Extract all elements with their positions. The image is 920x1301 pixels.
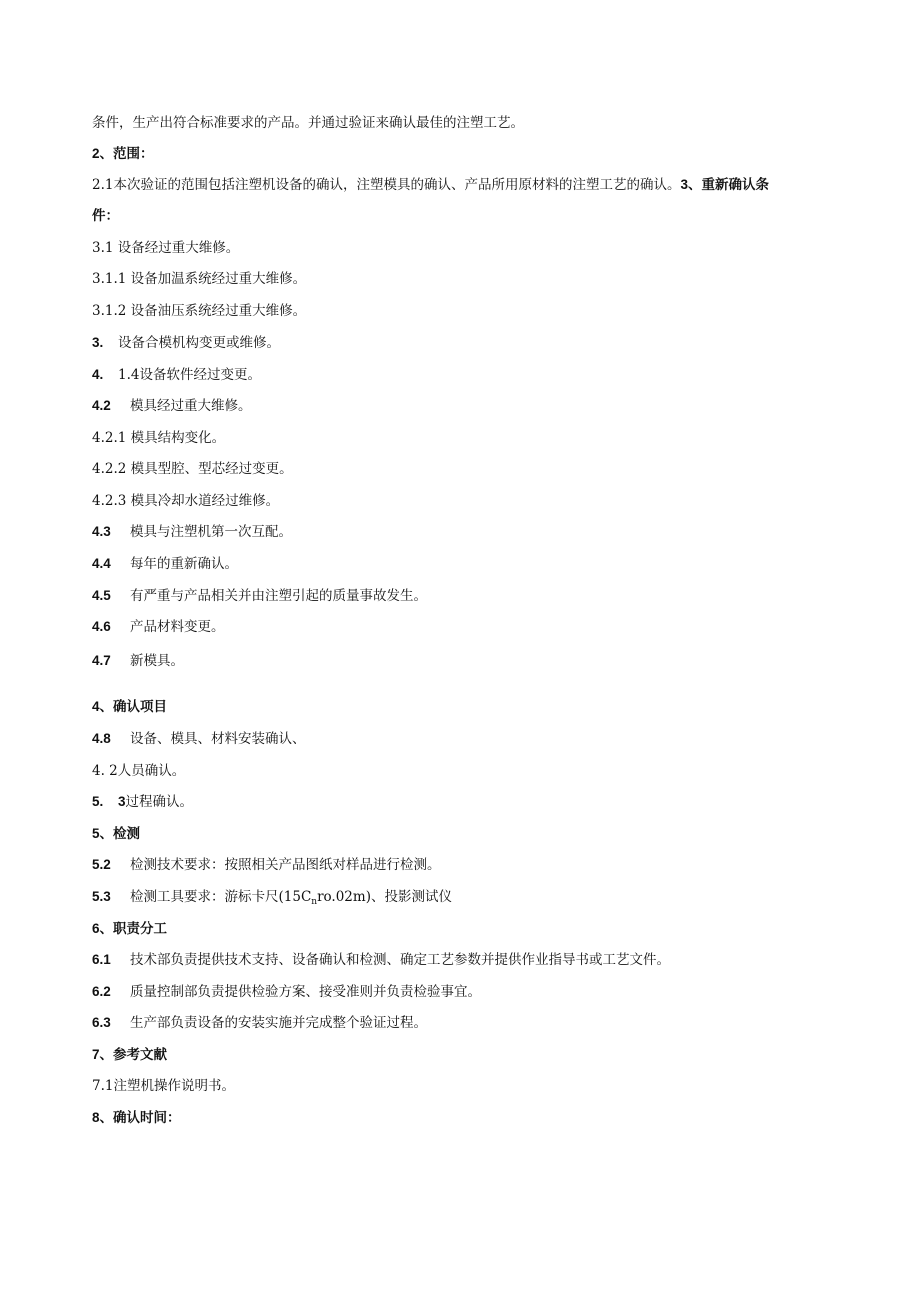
- item-4-3: [92, 523, 860, 541]
- item-6-2-text: 质量控制部负责提供检验方案、接受准则并负责检验事宜。: [130, 984, 481, 1000]
- item-5: [92, 793, 860, 811]
- item-5-3-subscript: n: [311, 897, 318, 907]
- item-4-2-number: 4.2: [92, 398, 111, 413]
- item-4-5-number: 4.5: [92, 588, 111, 603]
- item-4-number: 4.: [92, 367, 104, 382]
- item-5-2-number: 5.2: [92, 857, 111, 872]
- item-4-7-text: 新模具。: [130, 653, 184, 669]
- item-3-text: 设备合模机构变更或维修。: [118, 335, 280, 351]
- item-5-2: [92, 856, 860, 874]
- item-4-2: [92, 397, 860, 415]
- section-6-heading: 6、职责分工: [92, 921, 168, 936]
- item-5-text: 过程确认。: [125, 794, 194, 810]
- item-6-1-number: 6.1: [92, 952, 111, 967]
- item-4-7: [92, 652, 860, 670]
- item-5-bold-digit: 3: [118, 794, 126, 809]
- item-4-8-number: 4.8: [92, 731, 111, 746]
- section-2-heading: 2、范围：: [92, 146, 154, 161]
- section-5-heading: 5、检测: [92, 826, 141, 841]
- item-4-8: [92, 730, 860, 748]
- item-5-number: 5.: [92, 794, 104, 809]
- item-4-6-text: 产品材料变更。: [130, 619, 225, 635]
- item-3-1: 3.1 设备经过重大维修。: [92, 240, 240, 256]
- item-6-2: [92, 983, 860, 1001]
- item-3-1-1: 3.1.1 设备加温系统经过重大维修。: [92, 271, 307, 287]
- item-5-3-text-b: ro.02m)、投影测试仪: [317, 889, 452, 905]
- item-4-6: [92, 618, 860, 636]
- item-5-3-text-a: 检测工具要求：游标卡尺(15C: [130, 889, 312, 905]
- item-4-5-text: 有严重与产品相关并由注塑引起的质量事故发生。: [130, 588, 427, 604]
- section-4-heading: 4、确认项目: [92, 699, 168, 714]
- item-6-3: [92, 1014, 860, 1032]
- item-4-6-number: 4.6: [92, 619, 111, 634]
- item-4: [92, 366, 860, 384]
- item-6-3-text: 生产部负责设备的安装实施并完成整个验证过程。: [130, 1015, 427, 1031]
- scope-2-1-text: 2.1本次验证的范围包括注塑机设备的确认，注塑模具的确认、产品所用原材料的注塑工艺的确认。: [92, 177, 681, 193]
- item-6-3-number: 6.3: [92, 1015, 111, 1030]
- section-3-heading-part-a: 3、重新确认条: [680, 177, 769, 192]
- item-6-1: [92, 951, 860, 969]
- item-4-4-number: 4.4: [92, 556, 111, 571]
- item-7-1: 7.1注塑机操作说明书。: [92, 1078, 235, 1094]
- item-4-5: [92, 587, 860, 605]
- item-4-2-3: 4.2.3 模具冷却水道经过维修。: [92, 493, 280, 509]
- intro-paragraph: 条件，生产出符合标准要求的产品。并通过验证来确认最佳的注塑工艺。: [92, 115, 524, 131]
- item-4-4: [92, 555, 860, 573]
- item-3-1-2: 3.1.2 设备油压系统经过重大维修。: [92, 303, 307, 319]
- item-5-3-number: 5.3: [92, 889, 111, 904]
- item-4-2-2: 4.2.2 模具型腔、型芯经过变更。: [92, 461, 293, 477]
- item-4-text: 1.4设备软件经过变更。: [118, 367, 261, 383]
- section-3-heading-part-b: 件：: [92, 208, 119, 223]
- item-4-dot-2: 4. 2人员确认。: [92, 763, 186, 779]
- scope-2-1-line: [92, 176, 860, 194]
- item-6-2-number: 6.2: [92, 984, 111, 999]
- item-3-number: 3.: [92, 335, 104, 350]
- section-8-heading: 8、确认时间：: [92, 1110, 181, 1125]
- item-4-2-text: 模具经过重大维修。: [130, 398, 252, 414]
- section-7-heading: 7、参考文献: [92, 1047, 168, 1062]
- item-4-4-text: 每年的重新确认。: [130, 556, 238, 572]
- item-4-3-number: 4.3: [92, 524, 111, 539]
- item-4-2-1: 4.2.1 模具结构变化。: [92, 430, 226, 446]
- item-4-7-number: 4.7: [92, 653, 111, 668]
- item-4-3-text: 模具与注塑机第一次互配。: [130, 524, 292, 540]
- item-5-3: [92, 888, 860, 911]
- item-4-8-text: 设备、模具、材料安装确认、: [130, 731, 306, 747]
- item-5-2-text: 检测技术要求：按照相关产品图纸对样品进行检测。: [130, 857, 441, 873]
- item-3: [92, 334, 860, 352]
- item-6-1-text: 技术部负责提供技术支持、设备确认和检测、确定工艺参数并提供作业指导书或工艺文件。: [130, 952, 670, 968]
